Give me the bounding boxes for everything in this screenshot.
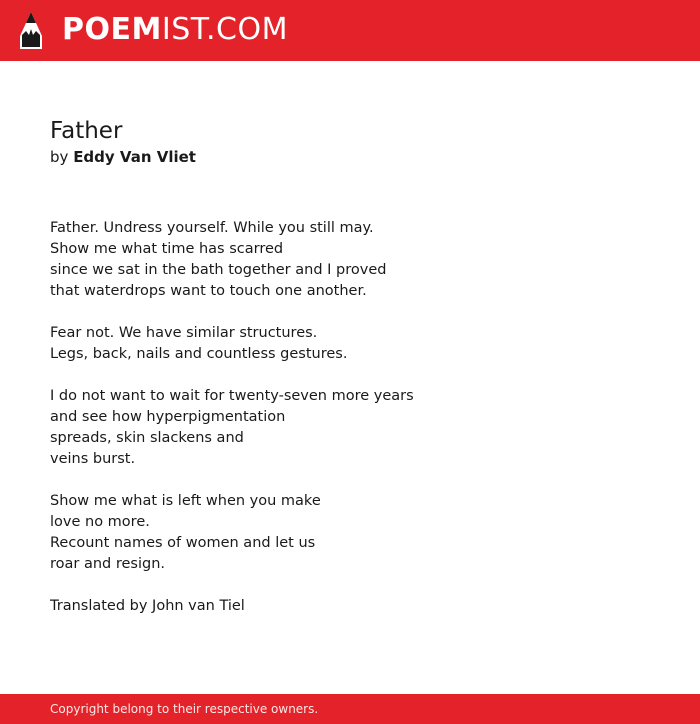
poem-line: Recount names of women and let us [50, 535, 316, 551]
pencil-icon[interactable] [17, 10, 45, 51]
site-footer [0, 694, 700, 724]
site-logo[interactable] [62, 12, 288, 48]
translator-line: Translated by John van Tiel [50, 598, 245, 614]
by-label: by [50, 148, 69, 166]
poem-line: Show me what time has scarred [50, 241, 284, 257]
poem-line: spreads, skin slackens and [50, 430, 244, 446]
poem-line: Father. Undress yourself. While you still may. [50, 220, 374, 236]
poem-line: Fear not. We have similar structures. [50, 325, 318, 341]
poem-line: veins burst. [50, 451, 136, 467]
poem-line: Legs, back, nails and countless gestures. [50, 346, 348, 362]
logo-bold-text: POEM [62, 12, 162, 47]
poem-line: I do not want to wait for twenty-seven more years [50, 388, 414, 404]
poem-line: Show me what is left when you make [50, 493, 321, 509]
author-link[interactable]: Eddy Van Vliet [73, 148, 196, 166]
site-header [0, 0, 700, 61]
logo-light-text: IST.COM [161, 12, 288, 47]
stanza [50, 323, 650, 365]
poem-line: roar and resign. [50, 556, 166, 572]
stanza [50, 386, 650, 470]
poem-line: and see how hyperpigmentation [50, 409, 286, 425]
poem-byline [50, 146, 650, 168]
poem-body [50, 218, 650, 617]
poem-line: since we sat in the bath together and I proved [50, 262, 387, 278]
stanza [50, 218, 650, 302]
poem-title: Father [50, 118, 123, 144]
translator-credit [50, 596, 650, 617]
poem-line: love no more. [50, 514, 150, 530]
stanza [50, 491, 650, 575]
poem-content [50, 116, 650, 638]
poem-line: that waterdrops want to touch one another. [50, 283, 367, 299]
copyright-text: Copyright belong to their respective owners. [50, 702, 319, 716]
